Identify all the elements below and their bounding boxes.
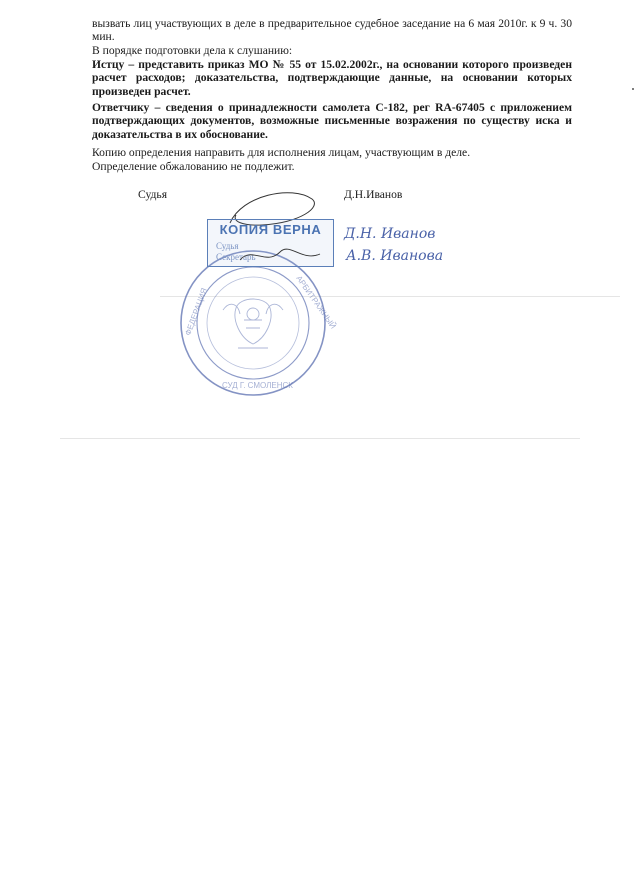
handwritten-name-judge: Д.Н. Иванов — [344, 226, 436, 242]
secretary-signature-scribble — [236, 238, 326, 272]
stamp-line-secretary: Секретарь — [216, 252, 256, 262]
judge-label: Судья — [138, 188, 168, 201]
scan-artifact — [60, 438, 580, 439]
paragraph-summons: вызвать лиц участвующих в деле в предварительное судебное заседание на 6 мая 2010г. к 9 ч. 30 мин. — [92, 17, 572, 44]
handwritten-name-secretary: А.В. Иванова — [346, 248, 444, 264]
svg-text:СУД Г. СМОЛЕНСК: СУД Г. СМОЛЕНСК — [222, 381, 293, 390]
stamp-line-judge: Судья — [216, 241, 239, 251]
paragraph-plaintiff: Истцу – представить приказ МО № 55 от 15.02.2002г., на основании которого произведен расчет расходов; доказательства, подтверждающие данные, на основании которых произведен расчет. — [92, 58, 572, 98]
svg-text:ФЕДЕРАЦИЯ: ФЕДЕРАЦИЯ — [183, 286, 209, 337]
paragraph-defendant: Ответчику – сведения о принадлежности самолета С-182, рег RA-67405 с приложением подтверждающих документов, возможные письменные возражения по существу иска и доказательства в их обоснование. — [92, 101, 572, 141]
paragraph-copy: Копию определения направить для исполнения лицам, участвующим в деле. — [92, 146, 471, 159]
svg-text:АРБИТРАЖНЫЙ: АРБИТРАЖНЫЙ — [294, 273, 338, 331]
paragraph-preparation: В порядке подготовки дела к слушанию: — [92, 44, 293, 57]
judge-name: Д.Н.Иванов — [344, 188, 403, 201]
stamp-title: КОПИЯ ВЕРНА — [219, 222, 322, 237]
scan-dot — [632, 88, 634, 90]
paragraph-appeal: Определение обжалованию не подлежит. — [92, 160, 295, 173]
